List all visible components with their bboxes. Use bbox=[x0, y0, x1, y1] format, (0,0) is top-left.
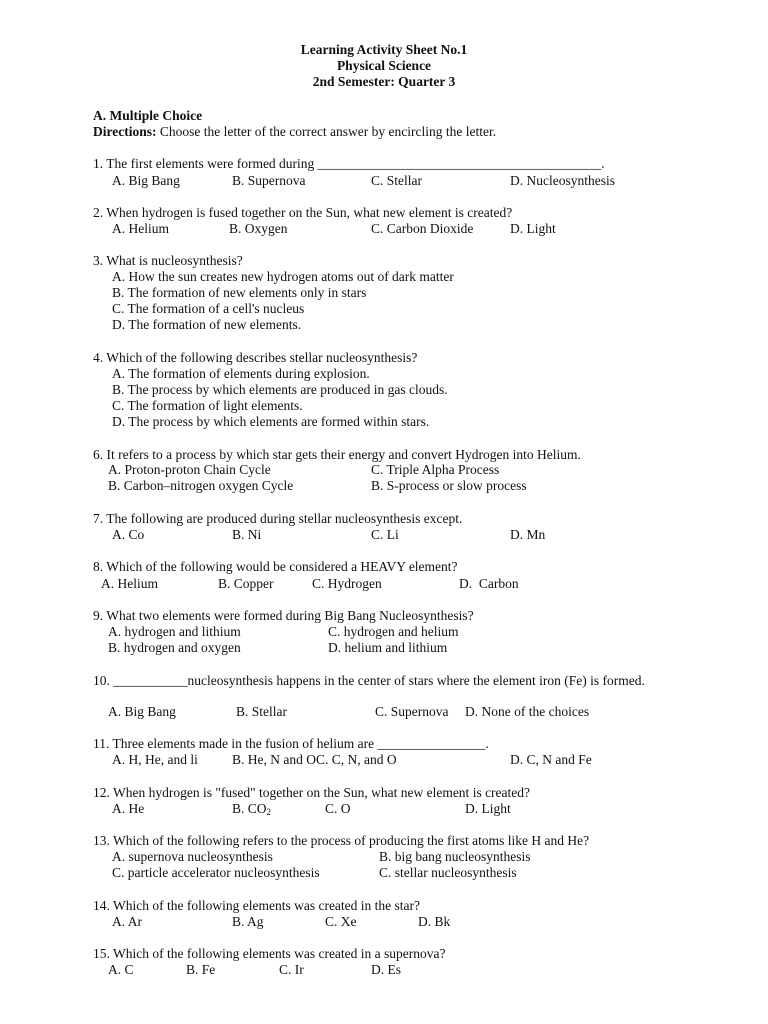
sheet-subject: Physical Science bbox=[336, 58, 432, 73]
question-13-option-c1[interactable]: C. particle accelerator nucleosynthesis bbox=[112, 865, 320, 880]
question-6-option-c[interactable]: C. Triple Alpha Process bbox=[371, 462, 500, 477]
question-7-stem: 7. The following are produced during stellar nucleosynthesis except. bbox=[93, 511, 463, 526]
question-10-option-a[interactable]: A. Big Bang bbox=[108, 704, 176, 719]
question-11-option-bc[interactable]: B. He, N and OC. C, N, and O bbox=[232, 752, 397, 767]
section-title: A. Multiple Choice bbox=[93, 108, 203, 123]
sheet-title: Learning Activity Sheet No.1 bbox=[300, 42, 468, 57]
question-14-option-d[interactable]: D. Bk bbox=[418, 914, 451, 929]
question-3-option-a[interactable]: A. How the sun creates new hydrogen atoms out of dark matter bbox=[112, 269, 454, 284]
question-14-option-c[interactable]: C. Xe bbox=[325, 914, 357, 929]
question-1-option-d[interactable]: D. Nucleosynthesis bbox=[510, 173, 615, 188]
question-12-option-b[interactable] bbox=[232, 801, 271, 817]
sheet-semester: 2nd Semester: Quarter 3 bbox=[312, 74, 456, 89]
question-3-option-d[interactable]: D. The formation of new elements. bbox=[112, 317, 302, 332]
question-2-option-b[interactable]: B. Oxygen bbox=[229, 221, 288, 236]
question-8-option-d[interactable]: D. Carbon bbox=[459, 576, 519, 591]
question-8-option-b[interactable]: B. Copper bbox=[218, 576, 274, 591]
question-9-option-d[interactable]: D. helium and lithium bbox=[328, 640, 448, 655]
question-15-stem: 15. Which of the following elements was created in a supernova? bbox=[93, 946, 446, 961]
subscript-two: 2 bbox=[266, 807, 272, 817]
question-4-option-a[interactable]: A. The formation of elements during explosion. bbox=[112, 366, 370, 381]
question-10-option-d[interactable]: D. None of the choices bbox=[465, 704, 590, 719]
question-11-stem: 11. Three elements made in the fusion of helium are ________________. bbox=[93, 736, 489, 751]
question-12-option-c[interactable]: C. O bbox=[325, 801, 351, 816]
question-4-option-d[interactable]: D. The process by which elements are formed within stars. bbox=[112, 414, 430, 429]
question-13-option-c2[interactable]: C. stellar nucleosynthesis bbox=[379, 865, 517, 880]
question-9-option-a[interactable]: A. hydrogen and lithium bbox=[108, 624, 241, 639]
directions-text: Choose the letter of the correct answer by encircling the letter. bbox=[156, 124, 497, 139]
question-13-option-b[interactable]: B. big bang nucleosynthesis bbox=[379, 849, 531, 864]
question-12-stem: 12. When hydrogen is "fused" together on the Sun, what new element is created? bbox=[93, 785, 531, 800]
question-13-stem: 13. Which of the following refers to the process of producing the first atoms like H and He? bbox=[93, 833, 590, 848]
question-2-option-a[interactable]: A. Helium bbox=[112, 221, 169, 236]
question-7-option-c[interactable]: C. Li bbox=[371, 527, 399, 542]
question-9-stem: 9. What two elements were formed during Big Bang Nucleosynthesis? bbox=[93, 608, 474, 623]
sheet-header bbox=[0, 42, 768, 90]
question-1-option-a[interactable]: A. Big Bang bbox=[112, 173, 180, 188]
question-10-stem: 10. ___________nucleosynthesis happens in the center of stars where the element iron (Fe) is formed. bbox=[93, 673, 645, 688]
question-10-option-b[interactable]: B. Stellar bbox=[236, 704, 287, 719]
question-2-option-d[interactable]: D. Light bbox=[510, 221, 556, 236]
question-11-option-a[interactable]: A. H, He, and li bbox=[112, 752, 198, 767]
question-3-option-c[interactable]: C. The formation of a cell's nucleus bbox=[112, 301, 305, 316]
question-4-option-c[interactable]: C. The formation of light elements. bbox=[112, 398, 303, 413]
question-7-option-a[interactable]: A. Co bbox=[112, 527, 145, 542]
question-14-option-b[interactable]: B. Ag bbox=[232, 914, 264, 929]
question-3-option-b[interactable]: B. The formation of new elements only in stars bbox=[112, 285, 367, 300]
question-3-stem: 3. What is nucleosynthesis? bbox=[93, 253, 243, 268]
question-1-stem: 1. The first elements were formed during __________________________________________. bbox=[93, 156, 605, 171]
question-6-option-a[interactable]: A. Proton-proton Chain Cycle bbox=[108, 462, 271, 477]
question-8-option-c[interactable]: C. Hydrogen bbox=[312, 576, 382, 591]
question-12-option-b-text: B. CO bbox=[232, 801, 267, 816]
question-6-stem: 6. It refers to a process by which star gets their energy and convert Hydrogen into Helium. bbox=[93, 447, 581, 462]
question-2-stem: 2. When hydrogen is fused together on the Sun, what new element is created? bbox=[93, 205, 513, 220]
question-12-option-d[interactable]: D. Light bbox=[465, 801, 511, 816]
question-2-option-c[interactable]: C. Carbon Dioxide bbox=[371, 221, 474, 236]
question-14-option-a[interactable]: A. Ar bbox=[112, 914, 142, 929]
question-15-option-b[interactable]: B. Fe bbox=[186, 962, 216, 977]
question-15-option-c[interactable]: C. Ir bbox=[279, 962, 304, 977]
question-10-option-c[interactable]: C. Supernova bbox=[375, 704, 449, 719]
question-6-option-d[interactable]: B. S-process or slow process bbox=[371, 478, 527, 493]
question-7-option-b[interactable]: B. Ni bbox=[232, 527, 262, 542]
question-11-option-d[interactable]: D. C, N and Fe bbox=[510, 752, 592, 767]
question-8-stem: 8. Which of the following would be considered a HEAVY element? bbox=[93, 559, 458, 574]
question-12-option-a[interactable]: A. He bbox=[112, 801, 145, 816]
question-14-stem: 14. Which of the following elements was created in the star? bbox=[93, 898, 421, 913]
question-4-option-b[interactable]: B. The process by which elements are produced in gas clouds. bbox=[112, 382, 448, 397]
question-7-option-d[interactable]: D. Mn bbox=[510, 527, 546, 542]
question-6-option-b[interactable]: B. Carbon–nitrogen oxygen Cycle bbox=[108, 478, 294, 493]
question-9-option-c[interactable]: C. hydrogen and helium bbox=[328, 624, 459, 639]
question-8-option-a[interactable]: A. Helium bbox=[101, 576, 158, 591]
question-13-option-a[interactable]: A. supernova nucleosynthesis bbox=[112, 849, 273, 864]
question-15-option-d[interactable]: D. Es bbox=[371, 962, 401, 977]
question-1-option-b[interactable]: B. Supernova bbox=[232, 173, 306, 188]
question-9-option-b[interactable]: B. hydrogen and oxygen bbox=[108, 640, 241, 655]
directions bbox=[93, 124, 496, 140]
question-1-option-c[interactable]: C. Stellar bbox=[371, 173, 422, 188]
question-4-stem: 4. Which of the following describes stellar nucleosynthesis? bbox=[93, 350, 418, 365]
directions-label: Directions: bbox=[93, 124, 157, 139]
question-15-option-a[interactable]: A. C bbox=[108, 962, 134, 977]
